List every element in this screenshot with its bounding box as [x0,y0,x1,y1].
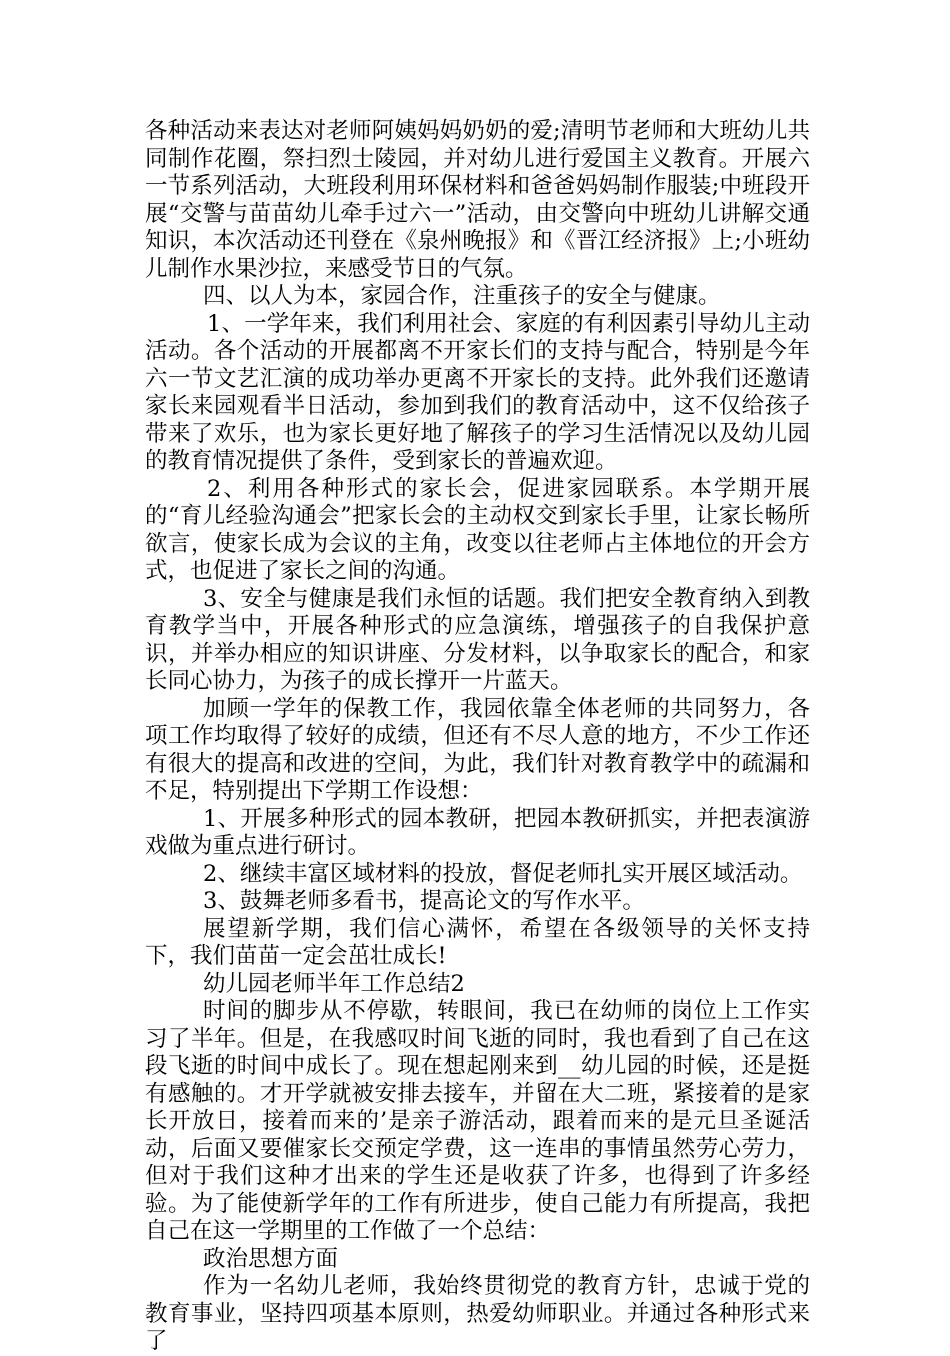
article-title-2: 幼儿园老师半年工作总结2 [203,970,465,997]
plan-item-2: 2、继续丰富区域材料的投放，督促老师扎实开展区域活动。 [203,860,803,887]
document-page [145,118,810,1356]
section-heading-four: 四、以人为本，家园合作，注重孩子的安全与健康。 [203,283,721,309]
paragraph-item-2: 2、利用各种形式的家长会，促进家园联系。本学期开展的“育儿经验沟通会”把家长会的主动权交到家长手里，让家长畅所欲言，使家长成为会议的主角，改变以往老师占主体地位的开会方式，也促进了家长之间的沟通。 [145,475,810,584]
paragraph-activities-continued: 各种活动来表达对老师阿姨妈妈奶奶的爱;清明节老师和大班幼儿共同制作花圈，祭扫烈士陵园，并对幼儿进行爱国主义教育。开展六一节系列活动，大班段利用环保材料和爸爸妈妈制作服装;中班段开展“交警与苗苗幼儿牵手过六一”活动，由交警向中班幼儿讲解交通知识，本次活动还刊登在《泉州晚报》和《晋江经济报》上;小班幼儿制作水果沙拉，来感受节日的气氛。 [145,118,810,282]
paragraph-political: 作为一名幼儿老师，我始终贯彻党的教育方针，忠诚于党的教育事业，坚持四项基本原则，热爱幼师职业。并通过各种形式来了 [145,1273,810,1354]
plan-item-3: 3、鼓舞老师多看书，提高论文的写作水平。 [203,888,645,914]
paragraph-review: 加顾一学年的保教工作，我园依靠全体老师的共同努力，各项工作均取得了较好的成绩，但还有不尽人意的地方，不少工作还有很大的提高和改进的空间，为此，我们针对教育教学中的疏漏和不足，特别提出下学期工作设想： [145,695,810,804]
plan-item-1: 1、开展多种形式的园本教研，把园本教研抓实，并把表演游戏做为重点进行研讨。 [145,805,810,859]
paragraph-outlook: 展望新学期，我们信心满怀，希望在各级领导的关怀支持下，我们苗苗一定会茁壮成长! [145,915,810,969]
paragraph-intro: 时间的脚步从不停歇，转眼间，我已在幼师的岗位上工作实习了半年。但是，在我感叹时间飞逝的同时，我也看到了自己在这段飞逝的时间中成长了。现在想起刚来到__幼儿园的时候，还是挺有感触的。才开学就被安排去接车，并留在大二班，紧接着的是家长开放日，接着而来的’是亲子游活动，跟着而来的是元旦圣诞活动，后面又要催家长交预定学费，这一连串的事情虽然劳心劳力，但对于我们这种才出来的学生还是收获了许多，也得到了许多经验。为了能使新学年的工作有所进步，使自己能力有所提高，我把自己在这一学期里的工作做了一个总结： [145,998,810,1244]
paragraph-item-1: 1、一学年来，我们利用社会、家庭的有利因素引导幼儿主动活动。各个活动的开展都离不开家长们的支持与配合，特别是今年六一节文艺汇演的成功举办更离不开家长的支持。此外我们还邀请家长来园观看半日活动，参加到我们的教育活动中，这不仅给孩子带来了欢乐，也为家长更好地了解孩子的学习生活情况以及幼儿园的教育情况提供了条件，受到家长的普遍欢迎。 [145,310,810,474]
paragraph-item-3: 3、安全与健康是我们永恒的话题。我们把安全教育纳入到教育教学当中，开展各种形式的应急演练，增强孩子的自我保护意识，并举办相应的知识讲座、分发材料，以争取家长的配合，和家长同心协力，为孩子的成长撑开一片蓝天。 [145,585,810,694]
subheading-political: 政治思想方面 [203,1245,339,1272]
